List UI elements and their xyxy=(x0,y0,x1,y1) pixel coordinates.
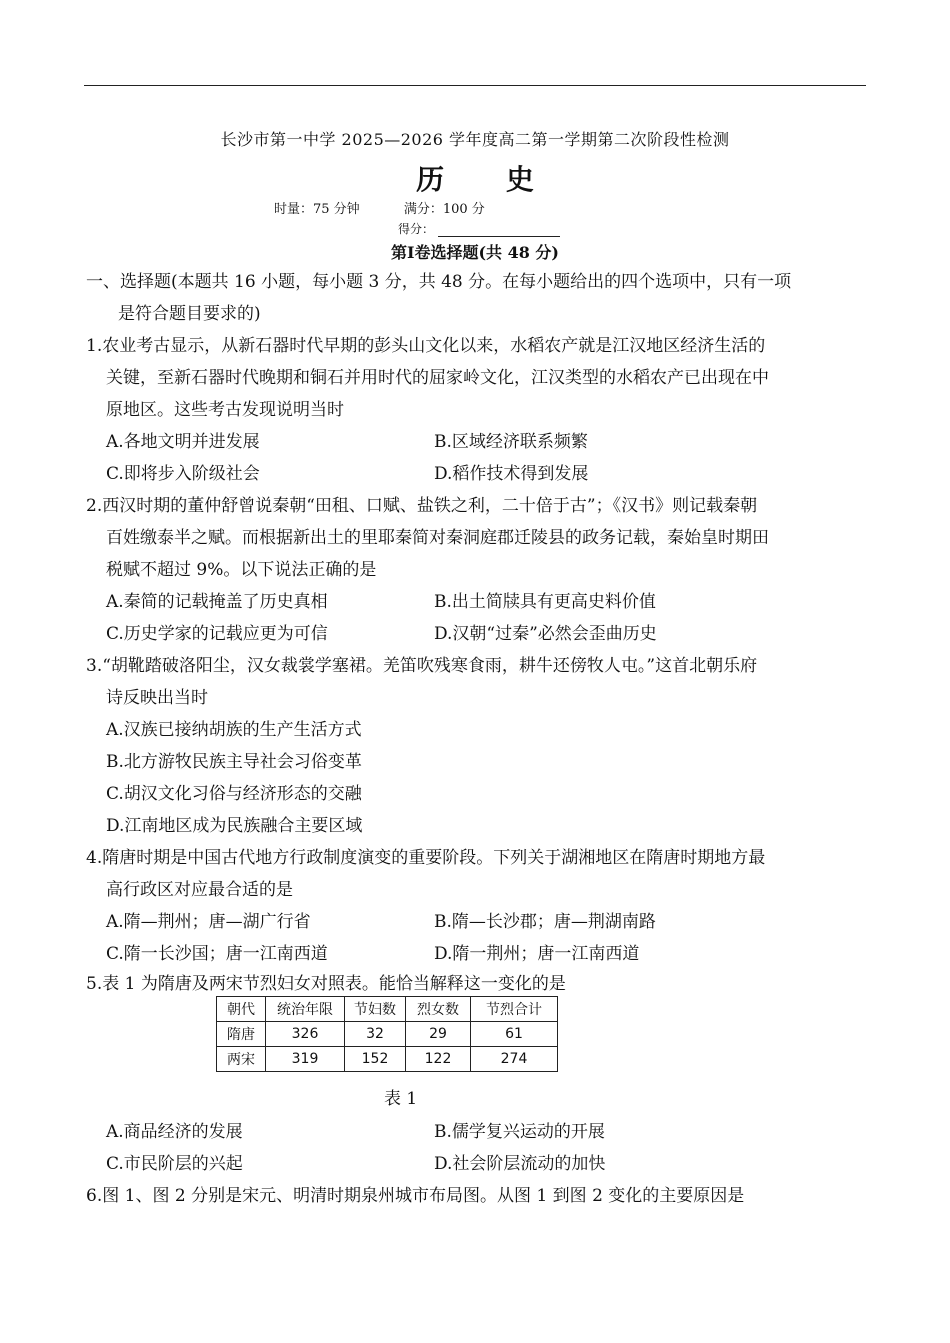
q2-line-1: 2.西汉时期的董仲舒曾说秦朝“田租、口赋、盐铁之利，二十倍于古”；《汉书》则记载秦朝 xyxy=(86,496,758,516)
table-cell: 122 xyxy=(406,1047,471,1072)
section-instruction-line-2: 是符合题目要求的) xyxy=(118,304,261,324)
q2-option-c[interactable]: C.历史学家的记载应更为可信 xyxy=(106,624,328,644)
q1-line-3: 原地区。这些考古发现说明当时 xyxy=(106,400,344,420)
table-cell: 61 xyxy=(471,1022,558,1047)
q2-line-3: 税赋不超过 9%。以下说法正确的是 xyxy=(106,560,377,580)
q1-option-a[interactable]: A.各地文明并进发展 xyxy=(106,432,260,452)
table-cell: 326 xyxy=(266,1022,345,1047)
exam-time: 时量：75 分钟 xyxy=(274,202,360,217)
table-row xyxy=(217,1047,558,1072)
q1-option-c[interactable]: C.即将步入阶级社会 xyxy=(106,464,260,484)
table-header-cell: 节妇数 xyxy=(345,997,406,1022)
score-label: 得分： xyxy=(398,222,435,236)
table-header-cell: 烈女数 xyxy=(406,997,471,1022)
q1-line-1: 1.农业考古显示，从新石器时代早期的彭头山文化以来，水稻农产就是江汉地区经济生活的 xyxy=(86,336,766,356)
subject-title: 历 史 xyxy=(416,163,560,196)
q3-line-1: 3.“胡靴踏破洛阳尘，汉女裁裳学塞裙。羌笛吹残寒食雨，耕牛还傍牧人屯。”这首北朝乐府 xyxy=(86,656,758,676)
q4-option-a[interactable]: A.隋—荆州；唐—湖广行省 xyxy=(106,912,311,932)
exam-full-score: 满分：100 分 xyxy=(403,202,485,217)
table-cell: 274 xyxy=(471,1047,558,1072)
q4-option-d[interactable]: D.隋一荆州；唐一江南西道 xyxy=(434,944,640,964)
table-cell: 29 xyxy=(406,1022,471,1047)
table-cell: 32 xyxy=(345,1022,406,1047)
q4-line-1: 4.隋唐时期是中国古代地方行政制度演变的重要阶段。下列关于湖湘地区在隋唐时期地方最 xyxy=(86,848,766,868)
q1-line-2: 关键，至新石器时代晚期和铜石并用时代的屈家岭文化，江汉类型的水稻农产已出现在中 xyxy=(106,368,769,388)
q1-option-b[interactable]: B.区域经济联系频繁 xyxy=(434,432,588,452)
q2-option-b[interactable]: B.出土简牍具有更高史料价值 xyxy=(434,592,656,612)
table-cell: 152 xyxy=(345,1047,406,1072)
q4-option-c[interactable]: C.隋一长沙国；唐一江南西道 xyxy=(106,944,328,964)
q4-option-b[interactable]: B.隋—长沙郡；唐—荆湖南路 xyxy=(434,912,656,932)
score-blank xyxy=(438,224,560,237)
school-exam-title: 长沙市第一中学 2025—2026 学年度高二第一学期第二次阶段性检测 xyxy=(220,130,730,149)
score-field xyxy=(398,220,560,237)
table-row xyxy=(217,1022,558,1047)
table-header-row xyxy=(217,997,558,1022)
table-1 xyxy=(216,996,558,1072)
table-caption: 表 1 xyxy=(384,1089,418,1109)
q1-option-d[interactable]: D.稻作技术得到发展 xyxy=(434,464,589,484)
table-header-cell: 朝代 xyxy=(217,997,266,1022)
q5-option-a[interactable]: A.商品经济的发展 xyxy=(106,1122,243,1142)
q5-line-1: 5.表 1 为隋唐及两宋节烈妇女对照表。能恰当解释这一变化的是 xyxy=(86,974,566,994)
q5-option-d[interactable]: D.社会阶层流动的加快 xyxy=(434,1154,606,1174)
section-instruction-line-1: 一、选择题(本题共 16 小题，每小题 3 分，共 48 分。在每小题给出的四个选项中，只有一项 xyxy=(86,272,792,292)
q6-line-1: 6.图 1、图 2 分别是宋元、明清时期泉州城市布局图。从图 1 到图 2 变化的主要原因是 xyxy=(86,1186,745,1206)
table-cell: 319 xyxy=(266,1047,345,1072)
exam-meta xyxy=(274,198,485,217)
q3-option-c[interactable]: C.胡汉文化习俗与经济形态的交融 xyxy=(106,784,362,804)
table-cell: 两宋 xyxy=(217,1047,266,1072)
volume-title: 第Ⅰ卷选择题(共 48 分) xyxy=(390,243,560,262)
q2-option-d[interactable]: D.汉朝“过秦”必然会歪曲历史 xyxy=(434,624,657,644)
q3-line-2: 诗反映出当时 xyxy=(106,688,208,708)
q2-line-2: 百姓缴泰半之赋。而根据新出土的里耶秦简对秦洞庭郡迁陵县的政务记载，秦始皇时期田 xyxy=(106,528,769,548)
table-header-cell: 节烈合计 xyxy=(471,997,558,1022)
q5-option-b[interactable]: B.儒学复兴运动的开展 xyxy=(434,1122,605,1142)
q2-option-a[interactable]: A.秦简的记载掩盖了历史真相 xyxy=(106,592,328,612)
q5-option-c[interactable]: C.市民阶层的兴起 xyxy=(106,1154,243,1174)
q4-line-2: 高行政区对应最合适的是 xyxy=(106,880,293,900)
q3-option-a[interactable]: A.汉族已接纳胡族的生产生活方式 xyxy=(106,720,362,740)
table-cell: 隋唐 xyxy=(217,1022,266,1047)
table-header-cell: 统治年限 xyxy=(266,997,345,1022)
q3-option-b[interactable]: B.北方游牧民族主导社会习俗变革 xyxy=(106,752,362,772)
q3-option-d[interactable]: D.江南地区成为民族融合主要区域 xyxy=(106,816,363,836)
top-rule xyxy=(84,85,866,86)
